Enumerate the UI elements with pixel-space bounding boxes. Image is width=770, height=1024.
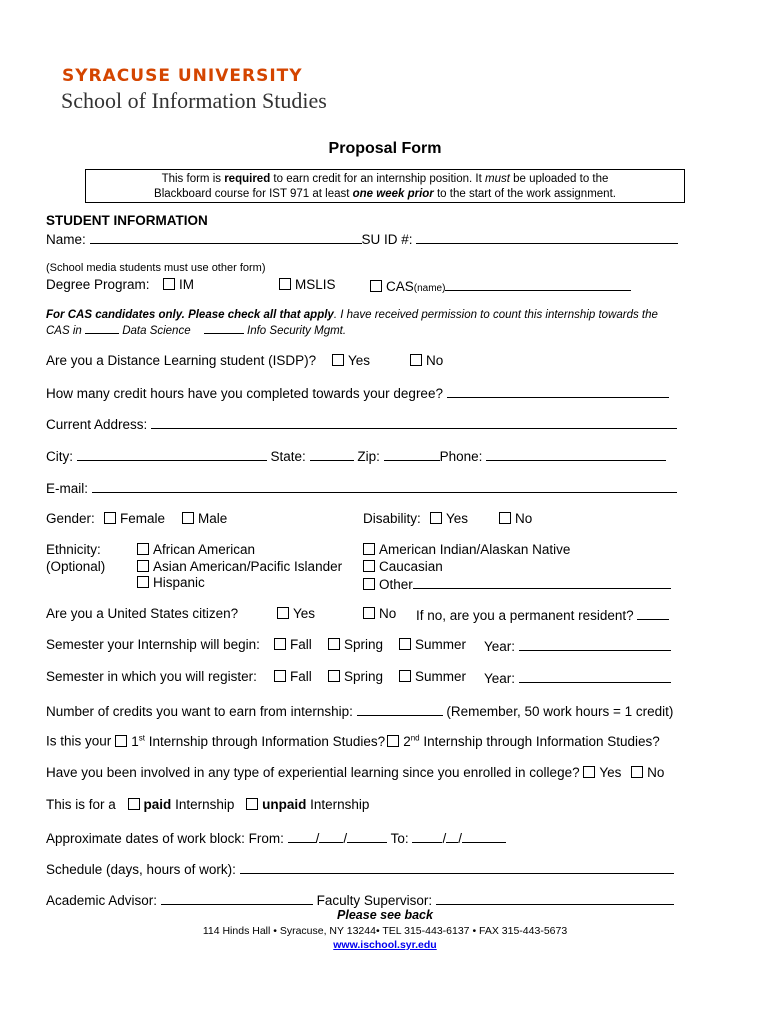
date-slash: / xyxy=(458,831,462,846)
cas-checkbox[interactable] xyxy=(370,280,382,292)
distance-no-label: No xyxy=(426,353,444,368)
state-label: State: xyxy=(270,449,306,464)
name-field[interactable] xyxy=(90,230,362,244)
email-label: E-mail: xyxy=(46,481,89,496)
cas-label: CAS xyxy=(386,279,414,294)
data-science-label: Data Science xyxy=(122,325,191,337)
begin-year-field[interactable] xyxy=(519,637,671,651)
citizen-yes-checkbox[interactable] xyxy=(277,607,289,619)
female-checkbox[interactable] xyxy=(104,512,116,524)
dates-label: Approximate dates of work block: From: xyxy=(46,831,284,846)
register-spring-label: Spring xyxy=(344,669,384,684)
experiential-no-checkbox[interactable] xyxy=(631,766,643,778)
ethnicity-label: Ethnicity: xyxy=(46,542,101,557)
caucasian-checkbox[interactable] xyxy=(363,560,375,572)
citizen-no-checkbox[interactable] xyxy=(363,607,375,619)
cas-name-field[interactable] xyxy=(445,277,631,291)
disability-yes-label: Yes xyxy=(446,511,469,526)
distance-label: Are you a Distance Learning student (ISDP)? xyxy=(46,353,317,368)
data-science-field[interactable] xyxy=(85,323,119,334)
male-label: Male xyxy=(198,511,228,526)
from-year-field[interactable] xyxy=(347,829,387,843)
date-slash: / xyxy=(343,831,348,846)
date-slash: / xyxy=(442,831,447,846)
footer-address: 114 Hinds Hall • Syracuse, NY 13244• TEL 315-443-6137 • FAX 315-443-5673 xyxy=(202,925,568,937)
city-field[interactable] xyxy=(77,447,267,461)
optional-label: (Optional) xyxy=(46,559,106,574)
experiential-label: Have you been involved in any type of experiential learning since you enrolled in college? xyxy=(46,765,580,780)
from-month-field[interactable] xyxy=(288,829,316,843)
citizen-yes-label: Yes xyxy=(293,606,316,621)
credits-field[interactable] xyxy=(357,702,443,716)
experiential-yes-label: Yes xyxy=(599,765,622,780)
info-security-label: Info Security Mgmt. xyxy=(247,325,347,337)
advisor-field[interactable] xyxy=(161,891,313,905)
zip-field[interactable] xyxy=(384,447,440,461)
mslis-checkbox[interactable] xyxy=(279,278,291,290)
cas-note: For CAS candidates only. Please check all that apply. I have received permission to count this internship towards the xyxy=(46,309,658,321)
citizen-label: Are you a United States citizen? xyxy=(46,606,239,621)
paid-label: paid xyxy=(143,797,172,812)
african-american-checkbox[interactable] xyxy=(137,543,149,555)
begin-spring-label: Spring xyxy=(344,637,384,652)
register-spring-checkbox[interactable] xyxy=(328,670,340,682)
asian-american-label: Asian American/Pacific Islander xyxy=(153,559,343,574)
required-notice: This form is required to earn credit for an internship position. It must be uploaded to the Blackboard course for IST 971 at least one week prior to the start of the work assignment. xyxy=(85,169,685,203)
citizen-no-label: No xyxy=(379,606,397,621)
distance-no-checkbox[interactable] xyxy=(410,354,422,366)
disability-label: Disability: xyxy=(363,511,421,526)
to-label: To: xyxy=(390,831,409,846)
distance-yes-label: Yes xyxy=(348,353,371,368)
caucasian-label: Caucasian xyxy=(379,559,443,574)
mslis-label: MSLIS xyxy=(295,277,336,292)
begin-fall-checkbox[interactable] xyxy=(274,638,286,650)
register-year-field[interactable] xyxy=(519,669,671,683)
please-see-back: Please see back xyxy=(337,908,433,922)
experiential-yes-checkbox[interactable] xyxy=(583,766,595,778)
school-name: School of Information Studies xyxy=(61,88,327,113)
to-month-field[interactable] xyxy=(412,829,442,843)
name-label: Name: xyxy=(46,232,86,247)
section-heading: STUDENT INFORMATION xyxy=(46,213,208,228)
address-field[interactable] xyxy=(151,415,677,429)
advisor-label: Academic Advisor: xyxy=(46,893,158,908)
disability-yes-checkbox[interactable] xyxy=(430,512,442,524)
permanent-resident-label: If no, are you a permanent resident? xyxy=(416,608,634,623)
register-fall-checkbox[interactable] xyxy=(274,670,286,682)
credit-hours-label: How many credit hours have you completed towards your degree? xyxy=(46,386,443,401)
zip-label: Zip: xyxy=(357,449,380,464)
permanent-resident-field[interactable] xyxy=(637,606,669,620)
register-summer-label: Summer xyxy=(415,669,467,684)
state-field[interactable] xyxy=(310,447,354,461)
first-internship-checkbox[interactable] xyxy=(115,735,127,747)
paid-internship-label: Internship xyxy=(171,797,235,812)
page-title: Proposal Form xyxy=(328,140,442,157)
email-field[interactable] xyxy=(92,479,677,493)
other-label: Other xyxy=(379,577,413,592)
is-this-your-label: Is this your xyxy=(46,733,112,749)
school-media-note: (School media students must use other form) xyxy=(46,262,266,274)
supervisor-field[interactable] xyxy=(436,891,674,905)
address-label: Current Address: xyxy=(46,417,148,432)
unpaid-label: unpaid xyxy=(262,797,307,812)
schedule-field[interactable] xyxy=(240,860,674,874)
male-checkbox[interactable] xyxy=(182,512,194,524)
schedule-label: Schedule (days, hours of work): xyxy=(46,862,236,877)
degree-program-label: Degree Program: xyxy=(46,277,150,292)
remember-note: (Remember, 50 work hours = 1 credit) xyxy=(446,704,674,719)
first-internship-label: 1st Internship through Information Studies? xyxy=(131,733,386,749)
im-checkbox[interactable] xyxy=(163,278,175,290)
disability-no-label: No xyxy=(515,511,533,526)
to-day-field[interactable] xyxy=(446,829,458,843)
suid-field[interactable] xyxy=(416,230,678,244)
website-link[interactable]: www.ischool.syr.edu xyxy=(333,939,437,951)
begin-fall-label: Fall xyxy=(290,637,312,652)
cas-name-label: (name) xyxy=(413,283,446,294)
begin-year-label: Year: xyxy=(484,639,516,654)
credit-hours-field[interactable] xyxy=(447,384,669,398)
disability-no-checkbox[interactable] xyxy=(499,512,511,524)
begin-spring-checkbox[interactable] xyxy=(328,638,340,650)
date-slash: / xyxy=(315,831,320,846)
im-label: IM xyxy=(179,277,194,292)
african-american-label: African American xyxy=(153,542,256,557)
phone-label: Phone: xyxy=(439,449,483,464)
hispanic-label: Hispanic xyxy=(153,575,205,590)
from-day-field[interactable] xyxy=(319,829,343,843)
second-internship-checkbox[interactable] xyxy=(387,735,399,747)
university-logo-text: SYRACUSE UNIVERSITY xyxy=(62,66,303,86)
register-summer-checkbox[interactable] xyxy=(399,670,411,682)
supervisor-label: Faculty Supervisor: xyxy=(316,893,433,908)
asian-american-checkbox[interactable] xyxy=(137,560,149,572)
second-internship-label: 2nd Internship through Information Studies? xyxy=(403,733,660,749)
this-is-for-label: This is for a xyxy=(46,797,116,812)
gender-label: Gender: xyxy=(46,511,95,526)
experiential-no-label: No xyxy=(647,765,665,780)
to-year-field[interactable] xyxy=(462,829,506,843)
register-fall-label: Fall xyxy=(290,669,312,684)
credits-label: Number of credits you want to earn from internship: xyxy=(46,704,353,719)
info-security-field[interactable] xyxy=(204,323,244,334)
unpaid-internship-label: Internship xyxy=(306,797,370,812)
unpaid-checkbox[interactable] xyxy=(246,798,258,810)
distance-yes-checkbox[interactable] xyxy=(332,354,344,366)
suid-label: SU ID #: xyxy=(361,232,413,247)
begin-summer-checkbox[interactable] xyxy=(399,638,411,650)
phone-field[interactable] xyxy=(486,447,666,461)
female-label: Female xyxy=(120,511,166,526)
city-label: City: xyxy=(46,449,73,464)
register-year-label: Year: xyxy=(484,671,516,686)
hispanic-checkbox[interactable] xyxy=(137,576,149,588)
other-field[interactable] xyxy=(413,575,671,589)
semester-begin-label: Semester your Internship will begin: xyxy=(46,637,260,652)
cas-in-label: CAS in xyxy=(46,325,82,337)
american-indian-checkbox[interactable] xyxy=(363,543,375,555)
other-checkbox[interactable] xyxy=(363,578,375,590)
paid-checkbox[interactable] xyxy=(128,798,140,810)
american-indian-label: American Indian/Alaskan Native xyxy=(379,542,571,557)
semester-register-label: Semester in which you will register: xyxy=(46,669,257,684)
begin-summer-label: Summer xyxy=(415,637,467,652)
